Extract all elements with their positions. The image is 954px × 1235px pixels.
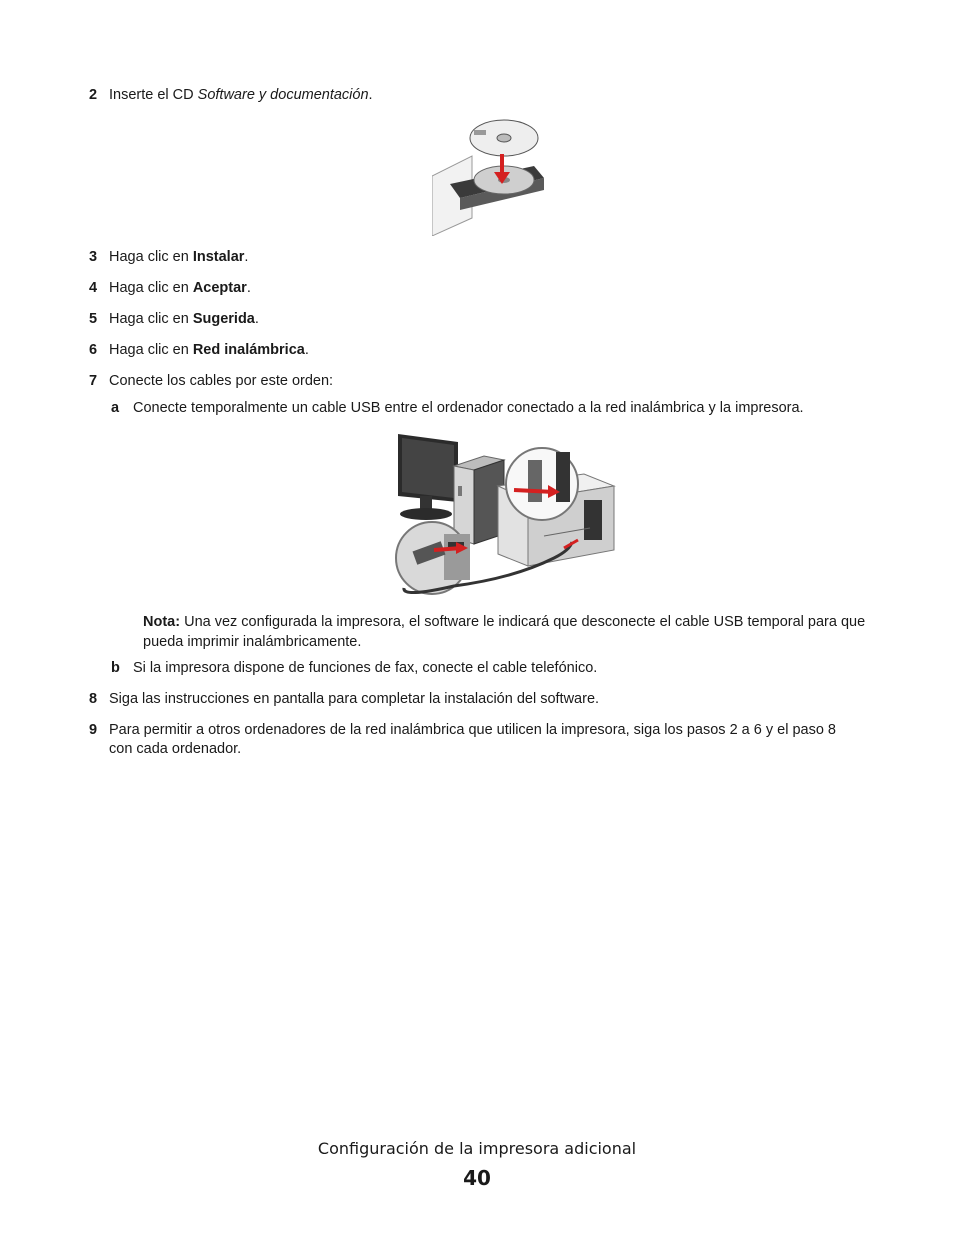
step-text: Siga las instrucciones en pantalla para completar la instalación del software. xyxy=(109,691,600,707)
step-punct: . xyxy=(368,87,373,103)
footer-section-title: Configuración de la impresora adicional xyxy=(317,1139,637,1158)
step-5 xyxy=(89,311,259,327)
substep-a xyxy=(111,400,804,416)
step-punct: . xyxy=(246,280,251,296)
step-text: Inserte el CD xyxy=(109,87,198,103)
wireless-keyword: Red inalámbrica xyxy=(192,342,305,358)
step-text: Haga clic en xyxy=(109,342,193,358)
step-number: 7 xyxy=(89,373,98,389)
step-punct: . xyxy=(244,249,249,265)
step-number: 8 xyxy=(89,691,98,707)
note xyxy=(143,612,878,652)
step-number: 4 xyxy=(89,280,98,296)
step-number: 9 xyxy=(89,722,98,738)
step-text: Haga clic en xyxy=(109,249,193,265)
step-text: Haga clic en xyxy=(109,311,193,327)
suggested-keyword: Sugerida xyxy=(192,311,255,327)
step-9 xyxy=(89,722,836,738)
step-text: Haga clic en xyxy=(109,280,193,296)
install-keyword: Instalar xyxy=(192,249,245,265)
cd-title: Software y documentación xyxy=(197,87,369,103)
step-number: 5 xyxy=(89,311,98,327)
step-punct: . xyxy=(304,342,309,358)
usb-connection-illustration xyxy=(394,430,618,598)
step-8 xyxy=(89,691,599,707)
step-number: 3 xyxy=(89,249,98,265)
step-2 xyxy=(89,87,373,103)
step-9-continuation: con cada ordenador. xyxy=(109,741,242,757)
substep-letter: b xyxy=(111,660,120,676)
step-punct: . xyxy=(254,311,259,327)
substep-letter: a xyxy=(111,400,120,416)
accept-keyword: Aceptar xyxy=(192,280,247,296)
page-number: 40 xyxy=(463,1166,491,1190)
step-6 xyxy=(89,342,309,358)
step-number: 6 xyxy=(89,342,98,358)
cd-insert-illustration xyxy=(432,118,548,236)
substep-text: Conecte temporalmente un cable USB entre el ordenador conectado a la red inalámbrica y la impresora. xyxy=(133,400,804,416)
step-4 xyxy=(89,280,251,296)
step-7 xyxy=(89,373,333,389)
note-text: Una vez configurada la impresora, el software le indicará que desconecte el cable USB temporal para que pueda imprimir inalámbricamente. xyxy=(143,614,866,650)
step-text: Conecte los cables por este orden: xyxy=(109,373,334,389)
substep-text: Si la impresora dispone de funciones de fax, conecte el cable telefónico. xyxy=(133,660,598,676)
step-text: Para permitir a otros ordenadores de la red inalámbrica que utilicen la impresora, siga los pasos 2 a 6 y el paso 8 xyxy=(109,722,836,738)
step-number: 2 xyxy=(89,87,98,103)
note-label: Nota: xyxy=(143,614,181,630)
substep-b xyxy=(111,660,597,676)
step-3 xyxy=(89,249,248,265)
